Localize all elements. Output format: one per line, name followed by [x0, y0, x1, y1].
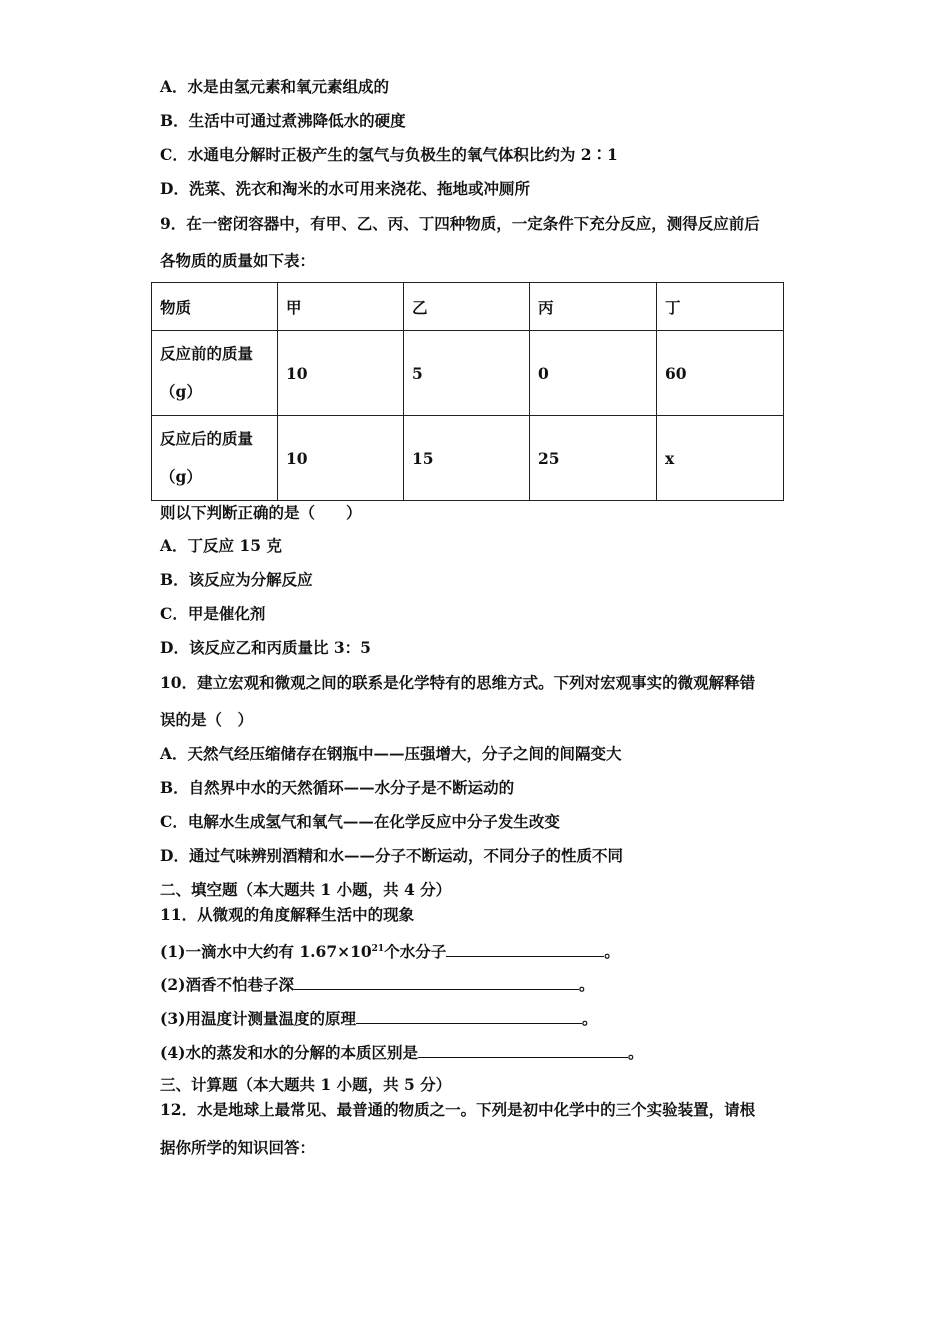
q10-stem-line2: 误的是（ ） [160, 710, 254, 729]
q11-item-1-blank[interactable] [446, 940, 604, 957]
q11-item-2-blank[interactable] [294, 973, 579, 990]
table-header-cell: 丁 [657, 283, 784, 331]
q10-option-d: D．通过气味辨别酒精和水——分子不断运动，不同分子的性质不同 [160, 846, 623, 865]
q11-item-1 [160, 939, 620, 962]
q9-option-c: C．甲是催化剂 [160, 604, 266, 623]
q9-stem-line1: 9．在一密闭容器中，有甲、乙、丙、丁四种物质，一定条件下充分反应，测得反应前后 [160, 214, 760, 233]
q11-item-2-prefix: (2)酒香不怕巷子深 [160, 975, 294, 994]
table-header-cell: 丙 [530, 283, 657, 331]
q9-option-d: D．该反应乙和丙质量比 3：5 [160, 638, 371, 657]
q11-item-3-blank[interactable] [356, 1007, 582, 1024]
table-cell: 0 [530, 331, 657, 416]
table-cell: 15 [404, 416, 530, 501]
q11-stem: 11．从微观的角度解释生活中的现象 [160, 905, 415, 924]
table-cell: 5 [404, 331, 530, 416]
table-row [152, 416, 784, 501]
q10-option-a: A．天然气经压缩储存在钢瓶中——压强增大，分子之间的间隔变大 [160, 744, 622, 763]
table-header-cell: 物质 [152, 283, 278, 331]
q8-option-d: D．洗菜、洗衣和淘米的水可用来浇花、拖地或冲厕所 [160, 179, 530, 198]
q11-item-3-prefix: (3)用温度计测量温度的原理 [160, 1009, 356, 1028]
q8-option-c: C．水通电分解时正极产生的氢气与负极生的氧气体积比约为 2∶1 [160, 145, 618, 164]
q11-item-4-prefix: (4)水的蒸发和水的分解的本质区别是 [160, 1043, 418, 1062]
q9-option-a: A．丁反应 15 克 [160, 536, 282, 555]
table-header-cell: 甲 [278, 283, 404, 331]
row-label-line1: 反应前的质量 [160, 344, 254, 363]
table-cell: x [657, 416, 784, 501]
mass-table [151, 282, 784, 501]
end-mark: 。 [581, 1009, 598, 1028]
table-cell: 10 [278, 416, 404, 501]
end-mark: 。 [627, 1043, 644, 1062]
q9-question: 则以下判断正确的是（ ） [160, 503, 362, 522]
row-label-line2: （g） [160, 382, 202, 401]
table-cell: 60 [657, 331, 784, 416]
q12-stem-line2: 据你所学的知识回答： [160, 1138, 316, 1157]
q8-option-a: A．水是由氢元素和氧元素组成的 [160, 77, 390, 96]
table-cell: 25 [530, 416, 657, 501]
q9-stem-line2: 各物质的质量如下表： [160, 251, 316, 270]
end-mark: 。 [604, 942, 620, 962]
q11-item-4-blank[interactable] [418, 1041, 628, 1058]
row-label-line2: （g） [160, 467, 202, 486]
q10-option-c: C．电解水生成氢气和氧气——在化学反应中分子发生改变 [160, 812, 560, 831]
q11-item-1-suffix: 个水分子 [384, 942, 447, 962]
table-row [152, 331, 784, 416]
q9-option-b: B．该反应为分解反应 [160, 570, 313, 589]
q12-stem-line1: 12．水是地球上最常见、最普通的物质之一。下列是初中化学中的三个实验装置，请根 [160, 1100, 756, 1119]
row-label-line1: 反应后的质量 [160, 429, 254, 448]
row-label [152, 331, 278, 416]
row-label [152, 416, 278, 501]
q10-stem-line1: 10．建立宏观和微观之间的联系是化学特有的思维方式。下列对宏观事实的微观解释错 [160, 673, 756, 692]
section3-heading: 三、计算题（本大题共 1 小题，共 5 分） [160, 1075, 452, 1094]
section2-heading: 二、填空题（本大题共 1 小题，共 4 分） [160, 880, 452, 899]
q11-item-3 [160, 1007, 597, 1029]
table-cell: 10 [278, 331, 404, 416]
table-header-row [152, 283, 784, 331]
q11-item-1-exponent: 21 [371, 944, 385, 954]
table-header-cell: 乙 [404, 283, 530, 331]
q11-item-4 [160, 1041, 643, 1063]
q10-option-b: B．自然界中水的天然循环——水分子是不断运动的 [160, 778, 515, 797]
q8-option-b: B．生活中可通过煮沸降低水的硬度 [160, 111, 406, 130]
q11-item-2 [160, 973, 594, 995]
end-mark: 。 [578, 975, 595, 994]
q11-item-1-prefix: (1)一滴水中大约有 1.67×10 [160, 942, 372, 962]
